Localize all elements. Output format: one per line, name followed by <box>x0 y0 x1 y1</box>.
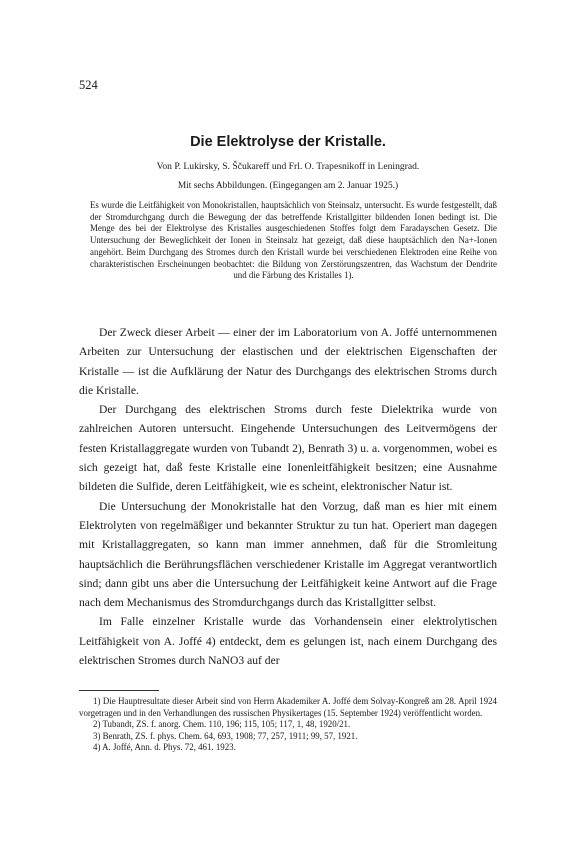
article-authors: Von P. Lukirsky, S. Ščukareff und Frl. O. Trapesnikoff in Leningrad. <box>156 161 420 172</box>
body-paragraph: Der Zweck dieser Arbeit — einer der im Laboratorium von A. Joffé unternommenen Arbeiten zur Untersuchung der elastischen und der elektrischen Eigenschaften der Kristalle — ist die Aufklärung der Natur des Durchgangs des elektrischen Stroms durch die Kristalle. <box>79 326 497 397</box>
footnotes <box>79 696 497 754</box>
article-title: Die Elektrolyse der Kristalle. <box>190 134 386 150</box>
footnote: 2) Tubandt, ZS. f. anorg. Chem. 110, 196; 115, 105; 117, 1, 48, 1920/21. <box>93 719 351 730</box>
body-text <box>79 323 497 670</box>
article-meta: Mit sechs Abbildungen. (Eingegangen am 2. Januar 1925.) <box>177 181 399 191</box>
footnote: 4) A. Joffé, Ann. d. Phys. 72, 461. 1923. <box>93 742 236 753</box>
body-paragraph: Der Durchgang des elektrischen Stroms durch feste Dielektrika wurde von zahlreichen Autoren untersucht. Eingehende Untersuchungen des Leitvermögens der festen Kristallaggregate wurden von Tubandt 2), Benrath 3) u. a. vorgenommen, wobei es sich gezeigt hat, daß feste Kristalle eine Ionenleitfähigkeit besitzen; eine Ausnahme bildeten die Sulfide, deren Leitfähigkeit, wie es scheint, elektronischer Natur ist. <box>79 403 497 494</box>
abstract <box>90 200 497 282</box>
body-paragraph: Im Falle einzelner Kristalle wurde das Vorhandensein einer elektrolytischen Leitfähigkeit von A. Joffé 4) entdeckt, dem es gelungen ist, nach einem Durchgang des elektrischen Stromes durch NaNO3 auf der <box>79 615 497 668</box>
body-paragraph: Die Untersuchung der Monokristalle hat den Vorzug, daß man es hier mit einem Elektrolyten von regelmäßiger und bekannter Struktur zu tun hat. Operiert man dagegen mit Kristallaggregaten, so kann man immer annehmen, daß für die Stromleitung hauptsächlich die Berührungsflächen verschiedener Kristalle im Aggregat verantwortlich sind; dann gibt uns aber die Untersuchung der Leitfähigkeit keine Antwort auf die Frage nach dem Mechanismus des Stromdurchgangs durch das Kristallgitter selbst. <box>79 499 497 610</box>
page-number: 524 <box>79 78 98 92</box>
footnote-rule <box>79 690 159 691</box>
footnote: 3) Benrath, ZS. f. phys. Chem. 64, 693, 1908; 77, 257, 1911; 99, 57, 1921. <box>93 730 358 741</box>
footnote: 1) Die Hauptresultate dieser Arbeit sind von Herrn Akademiker A. Joffé dem Solvay-Kongreß am 28. April 1924 vorgetragen und in den Verhandlungen des russischen Physikertages (15. September 1924) veröffentlicht worden. <box>79 696 497 718</box>
abstract-text: Es wurde die Leitfähigkeit von Monokristallen, hauptsächlich von Steinsalz, untersucht. Es wurde festgestellt, daß der Stromdurchgang durch die Bewegung der das betreffende Kristallgitter bildenden Ionen bedingt ist. Die Menge des bei der Elektrolyse des Kristalles ausgeschiedenen Stoffes folgt dem Faradayschen Gesetz. Die Untersuchung der Beweglichkeit der Ionen in Steinsalz hat gezeigt, daß diese hauptsächlich den Na+-Ionen angehört. Beim Durchgang des Stromes durch den Kristall wurde bei verschiedenen Elektroden eine Reihe von charakteristischen Erscheinungen beobachtet: die Bildung von Zerstörungszentren, das Wachstum der Dendrite und die Färbung des Kristalles 1). <box>90 200 497 281</box>
